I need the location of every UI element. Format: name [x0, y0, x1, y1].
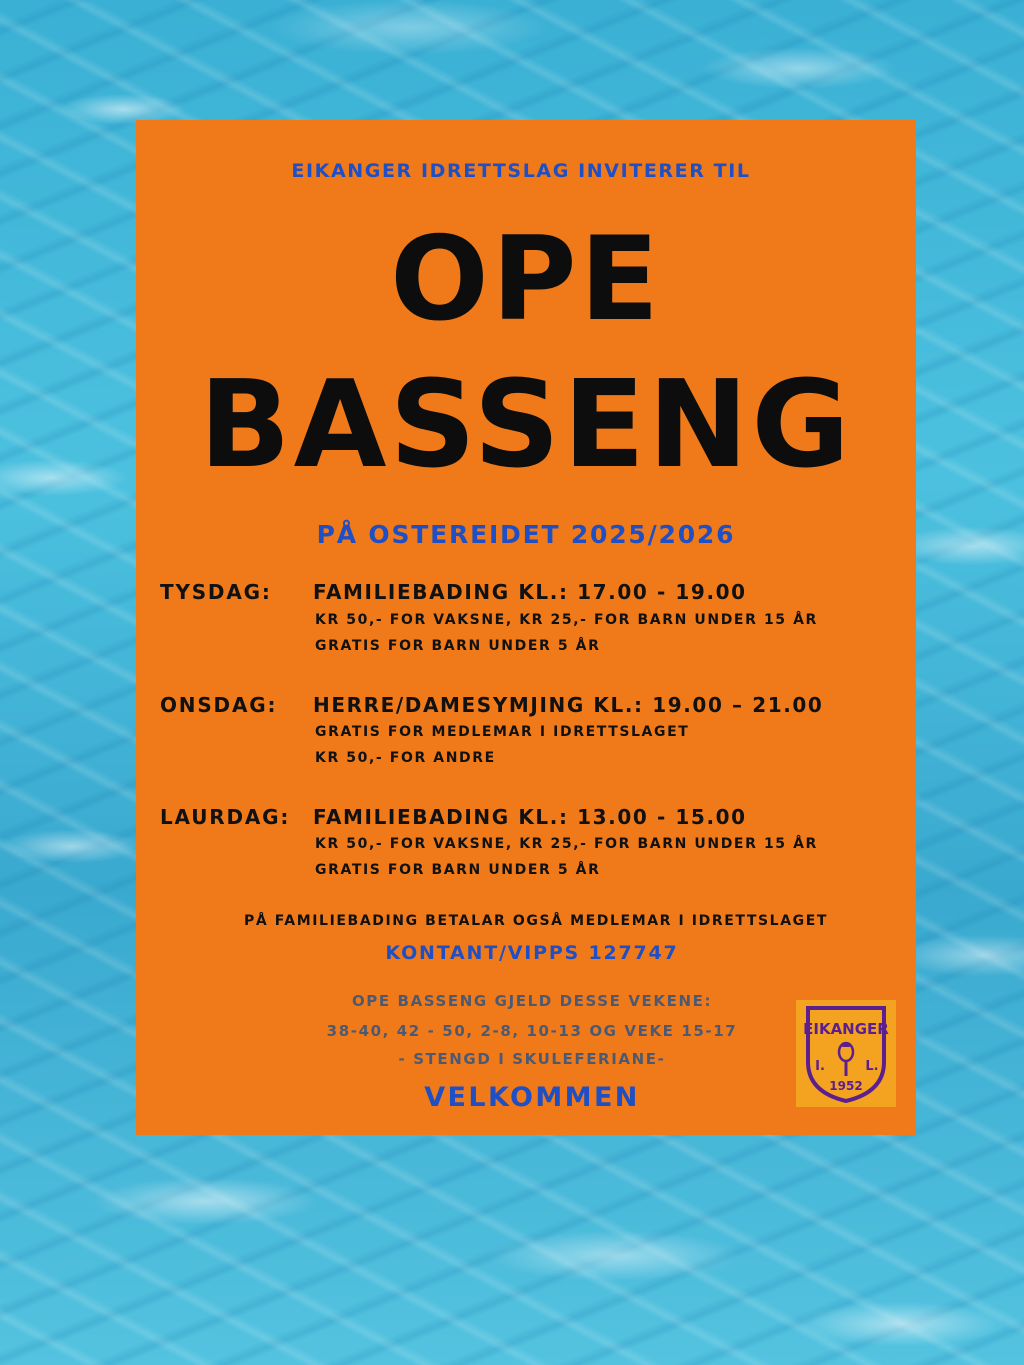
title-line-1: OPE [390, 212, 662, 347]
logo-club-text: EIKANGER [803, 1020, 889, 1038]
note-tysdag-free: GRATIS FOR BARN UNDER 5 ÅR [315, 638, 601, 654]
weeks-heading: OPE BASSENG GJELD DESSE VEKENE: [351, 992, 713, 1010]
session-laurdag: FAMILIEBADING KL.: 13.00 - 15.00 [313, 805, 747, 829]
welcome-text: VELKOMMEN [424, 1082, 640, 1113]
note-laurdag-price: KR 50,- FOR VAKSNE, KR 25,- FOR BARN UNDER 15 ÅR [315, 836, 818, 852]
day-laurdag: LAURDAG: [160, 805, 291, 829]
location-subtitle: PÅ OSTEREIDET 2025/2026 [316, 520, 736, 549]
session-onsdag: HERRE/DAMESYMJING KL.: 19.00 – 21.00 [313, 693, 824, 717]
weeks-list: 38-40, 42 - 50, 2-8, 10-13 OG VEKE 15-17 [326, 1022, 738, 1040]
day-onsdag: ONSDAG: [160, 693, 278, 717]
note-laurdag-free: GRATIS FOR BARN UNDER 5 ÅR [315, 862, 601, 878]
logo-letter-i: I. [815, 1059, 825, 1074]
invite-line: EIKANGER IDRETTSLAG INVITERER TIL [291, 160, 751, 182]
payment-note: PÅ FAMILIEBADING BETALAR OGSÅ MEDLEMAR I IDRETTSLAGET [243, 913, 829, 929]
club-logo [796, 1000, 896, 1107]
logo-year: 1952 [829, 1079, 863, 1093]
logo-letter-l: L. [865, 1059, 879, 1074]
session-tysdag: FAMILIEBADING KL.: 17.00 - 19.00 [313, 580, 747, 604]
note-onsdag-others: KR 50,- FOR ANDRE [315, 750, 496, 766]
note-onsdag-members: GRATIS FOR MEDLEMAR I IDRETTSLAGET [315, 724, 690, 740]
club-crest [796, 1000, 896, 1107]
title-line-2: BASSENG [199, 356, 853, 495]
poster [136, 120, 916, 1135]
note-tysdag-price: KR 50,- FOR VAKSNE, KR 25,- FOR BARN UNDER 15 ÅR [315, 612, 818, 628]
payment-info: KONTANT/VIPPS 127747 [385, 942, 679, 964]
closed-note: - STENGD I SKULEFERIANE- [398, 1050, 666, 1068]
day-tysdag: TYSDAG: [160, 580, 272, 604]
